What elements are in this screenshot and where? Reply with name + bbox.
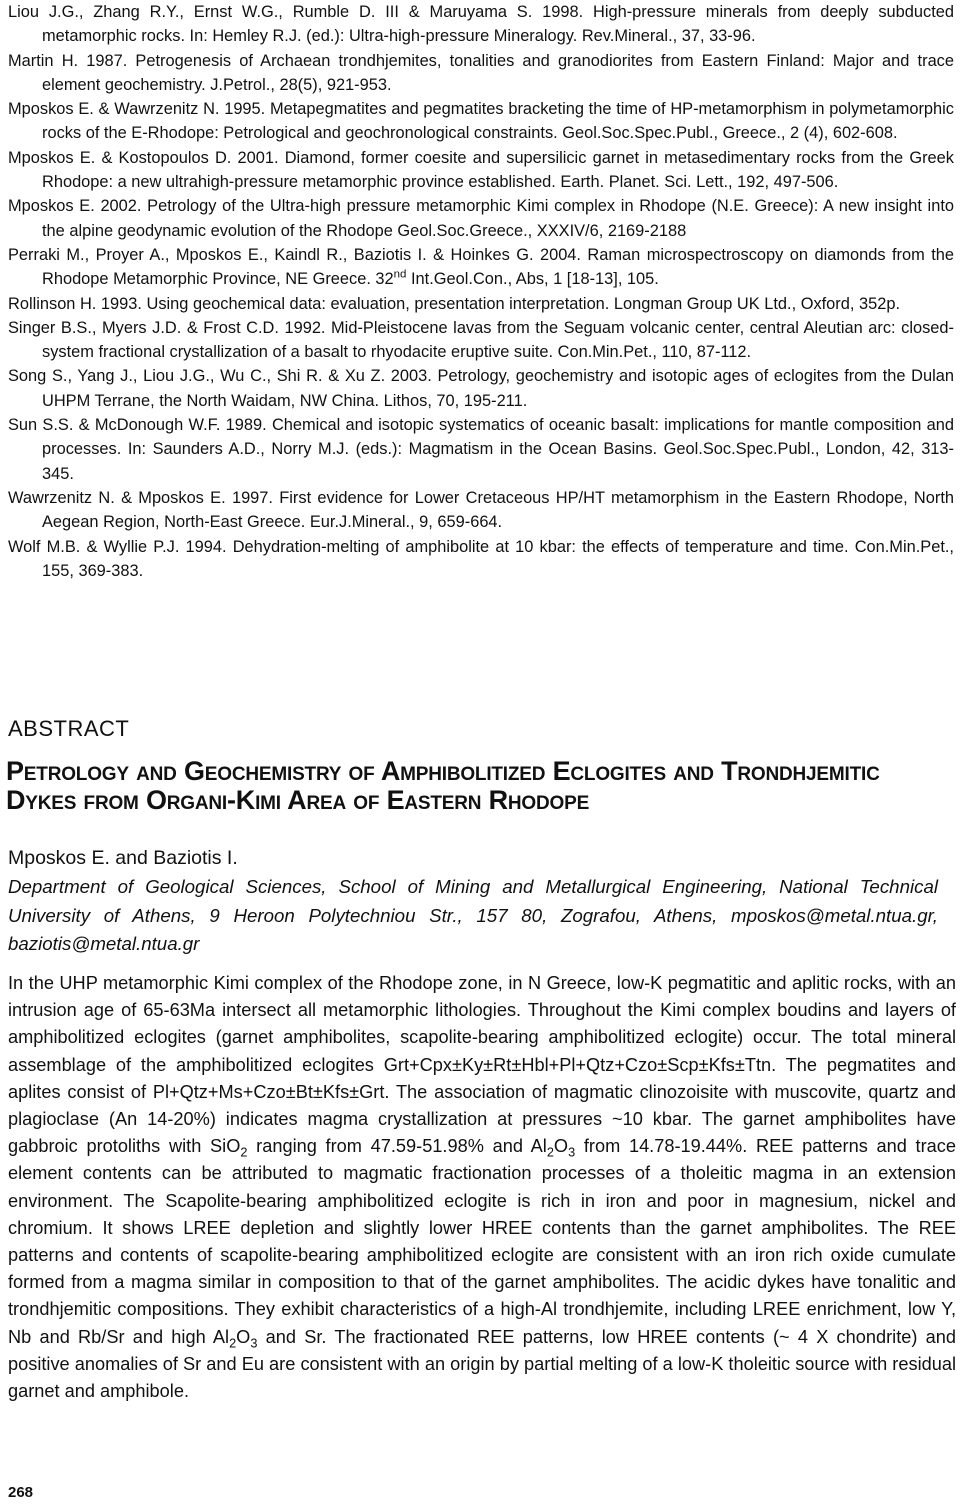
reference-item: Rollinson H. 1993. Using geochemical data: evaluation, presentation interpretation. Longman Group UK Ltd., Oxford, 352p. [8, 294, 901, 313]
paper-title: Petrology and Geochemistry of Amphibolitized Eclogites and Trondhjemitic Dykes from Organi-Kimi Area of Eastern Rhodope [6, 756, 880, 815]
reference-item: Wawrzenitz N. & Mposkos E. 1997. First evidence for Lower Cretaceous HP/HT metamorphism in the Eastern Rhodope, North Aegean Region, North-East Greece. Eur.J.Mineral., 9, 659-664. [8, 488, 954, 532]
superscript: nd [393, 268, 407, 281]
abstract-text: O [236, 1326, 251, 1347]
page-number: 268 [8, 1484, 34, 1501]
reference-item: Mposkos E. & Wawrzenitz N. 1995. Metapegmatites and pegmatites bracketing the time of HP-metamorphism in polymetamorphic rocks of the E-Rhodope: Petrological and geochronological constraints. Geol.Soc.Spec.Publ., Greece., 2 (4), 602-608. [8, 100, 954, 143]
subscript: 2 [240, 1144, 248, 1160]
reference-item: Mposkos E. & Kostopoulos D. 2001. Diamond, former coesite and supersilicic garnet in metasedimentary rocks from the Greek Rhodope: a new ultrahigh-pressure metamorphic province established. Earth. Planet. Sci. Lett., 192, 497-506. [8, 148, 954, 192]
subscript: 2 [546, 1144, 554, 1160]
references-list [8, 0, 954, 583]
affiliation: Department of Geological Sciences, School of Mining and Metallurgical Engineering, National Technical University of Athens, 9 Heroon Polytechniou Str., 157 80, Zografou, Athens, mposkos@metal.ntua.gr, baziotis@metal.ntua.gr [8, 876, 938, 954]
reference-item [8, 243, 954, 292]
reference-item: Wolf M.B. & Wyllie P.J. 1994. Dehydration-melting of amphibolite at 10 kbar: the effects of temperature and time. Con.Min.Pet., 155, 369-383. [8, 537, 954, 580]
subscript: 3 [568, 1144, 576, 1160]
subscript: 2 [229, 1335, 237, 1351]
reference-item: Singer B.S., Myers J.D. & Frost C.D. 1992. Mid-Pleistocene lavas from the Seguam volcanic center, central Aleutian arc: closed-system fractional crystallization of a basalt to rhyodacite eruptive suite. Con.Min.Pet., 110, 87-112. [8, 318, 954, 362]
reference-item: Liou J.G., Zhang R.Y., Ernst W.G., Rumble D. III & Maruyama S. 1998. High-pressure minerals from deeply subducted metamorphic rocks. In: Hemley R.J. (ed.): Ultra-high-pressure Mineralogy. Rev.Mineral., 37, 33-96. [8, 3, 954, 46]
abstract-text: and Sr. The fractionated REE patterns, low HREE contents (~ 4 X chondrite) and positive anomalies of Sr and Eu are consistent with an origin by partial melting of a low-K tholeitic source with residual garnet and amphibole. [8, 1326, 956, 1402]
reference-text: Int.Geol.Con., Abs, 1 [18-13], 105. [406, 270, 659, 289]
reference-item: Martin H. 1987. Petrogenesis of Archaean trondhjemites, tonalities and granodiorites from Eastern Finland: Major and trace element geochemistry. J.Petrol., 28(5), 921-953. [8, 51, 954, 94]
abstract-heading: ABSTRACT [8, 716, 130, 741]
reference-item: Mposkos E. 2002. Petrology of the Ultra-high pressure metamorphic Kimi complex in Rhodope (N.E. Greece): A new insight into the alpine geodynamic evolution of the Rhodope Geol.Soc.Greece., XXXIV/6, 2169-2188 [8, 197, 954, 240]
abstract-text: O [553, 1136, 569, 1157]
abstract-text: from 14.78-19.44%. REE patterns and trace element contents can be attributed to magmatic fractionation processes of a tholeitic magma in an extension environment. The Scapolite-bearing amphibolitized eclogite is rich in iron and poor in magnesium, nickel and chromium. It shows LREE depletion and slightly lower HREE contents than the garnet amphibolites. The REE patterns and contents of scapolite-bearing amphibolitized eclogite are consistent with an iron rich oxide cumulate formed from a magma similar in composition to that of the garnet amphibolites. The acidic dykes have tonalitic and trondhjemitic compositions. They exhibit characteristics of a high-Al trondhjemite, including LREE enrichment, low Y, Nb and Rb/Sr and high Al [8, 1136, 956, 1347]
abstract-body [8, 970, 956, 1405]
reference-item: Sun S.S. & McDonough W.F. 1989. Chemical and isotopic systematics of oceanic basalt: implications for mantle composition and processes. In: Saunders A.D., Norry M.J. (eds.): Magmatism in the Ocean Basins. Geol.Soc.Spec.Publ., London, 42, 313-345. [8, 416, 954, 483]
abstract-text: ranging from 47.59-51.98% and Al [247, 1136, 547, 1157]
abstract-text: In the UHP metamorphic Kimi complex of the Rhodope zone, in N Greece, low-K pegmatitic and aplitic rocks, with an intrusion age of 65-63Ma intersect all metamorphic lithologies. Throughout the Kimi complex boudins and layers of amphibolitized eclogites (garnet amphibolites, scapolite-bearing amphibolitized eclogite) occur. The total mineral assemblage of the amphibolitized eclogites Grt+Cpx±Ky±Rt±Hbl+Pl+Qtz+Czo±Scp±Kfs±Ttn. The pegmatites and aplites consist of Pl+Qtz+Ms+Czo±Bt±Kfs±Grt. The association of magmatic clinozoisite with muscovite, quartz and plagioclase (An 14-20%) indicates magma crystallization at pressures ~10 kbar. The garnet amphibolites have gabbroic protoliths with SiO [8, 973, 956, 1157]
reference-item: Song S., Yang J., Liou J.G., Wu C., Shi R. & Xu Z. 2003. Petrology, geochemistry and isotopic ages of eclogites from the Dulan UHPM Terrane, the North Waidam, NW China. Lithos, 70, 195-211. [8, 367, 954, 410]
subscript: 3 [250, 1335, 258, 1351]
reference-text: Perraki M., Proyer A., Mposkos E., Kaindl R., Baziotis I. & Hoinkes G. 2004. Raman microspectroscopy on diamonds from the Rhodope Metamorphic Province, NE Greece. 32 [8, 245, 954, 289]
authors: Mposkos E. and Baziotis I. [8, 847, 238, 869]
